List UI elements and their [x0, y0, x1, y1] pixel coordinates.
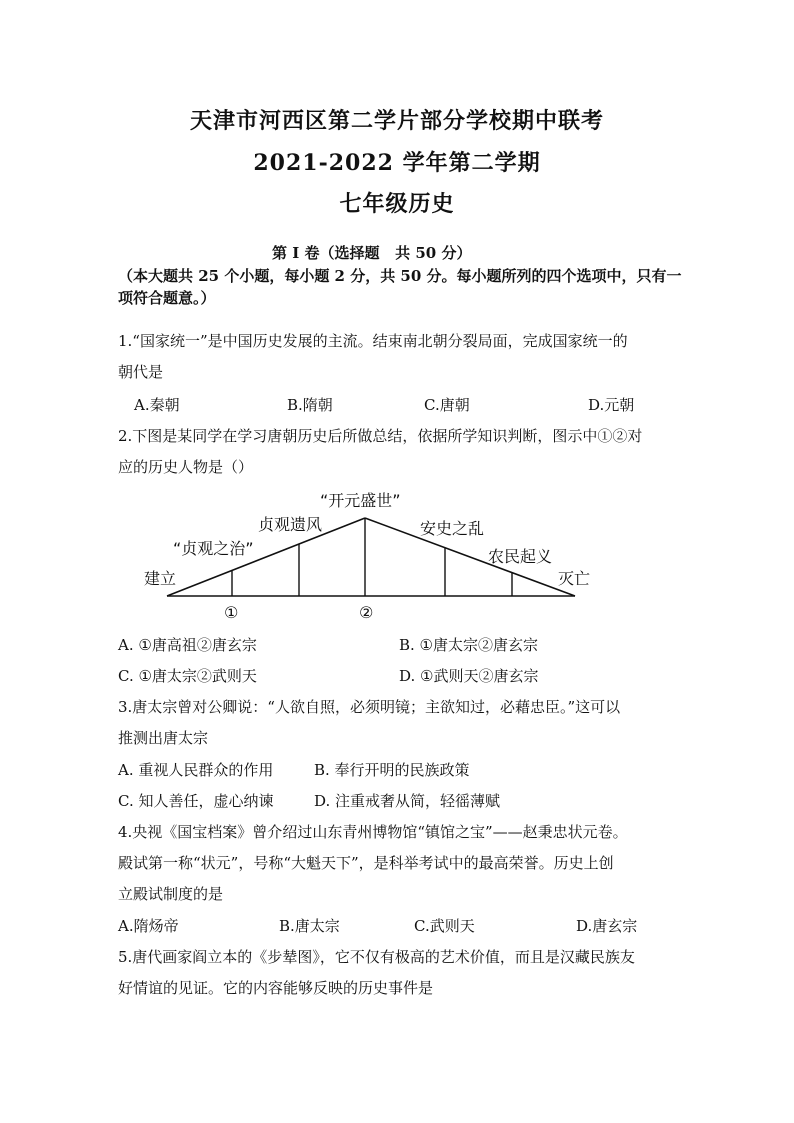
school-year: 2021-2022 学年第二学期	[253, 150, 541, 176]
question-4-option-c[interactable]: C.武则天	[414, 917, 475, 935]
question-3-text-line-1: 3.唐太宗曾对公卿说：“人欲自照，必须明镜；主欲知过，必藉忠臣。”这可以	[118, 698, 621, 716]
question-3-option-a[interactable]: A. 重视人民群众的作用	[118, 761, 274, 779]
marker-2: ②	[359, 603, 374, 622]
label-peasant: 农民起义	[488, 547, 553, 566]
question-2-text-line-2: 应的历史人物是（）	[118, 458, 254, 476]
label-founded: 建立	[144, 569, 177, 588]
question-1-option-c[interactable]: C.唐朝	[424, 396, 470, 414]
question-3-option-d[interactable]: D. 注重戒奢从简，轻徭薄赋	[314, 792, 501, 810]
label-zhenguan: “贞观之治”	[173, 539, 254, 558]
question-5-text-line-1: 5.唐代画家阎立本的《步辇图》，它不仅有极高的艺术价值，而且是汉藏民族友	[118, 948, 635, 966]
question-3-option-c[interactable]: C. 知人善任，虚心纳谏	[118, 792, 274, 810]
label-zhenguan-legacy: 贞观遗风	[258, 515, 323, 534]
question-2-option-a[interactable]: A. ①唐高祖②唐玄宗	[118, 636, 257, 654]
question-4-option-a[interactable]: A.隋炀帝	[118, 917, 179, 935]
question-2-text-line-1: 2.下图是某同学在学习唐朝历史后所做总结，依据所学知识判断，图示中①②对	[118, 427, 643, 445]
question-1-option-b[interactable]: B.隋朝	[287, 396, 333, 414]
exam-title: 天津市河西区第二学片部分学校期中联考	[189, 108, 604, 134]
question-1-text-line-1: 1.“国家统一”是中国历史发展的主流。结束南北朝分裂局面，完成国家统一的	[118, 332, 628, 350]
tang-dynasty-timeline-diagram	[140, 486, 600, 626]
question-4-text-line-3: 立殿试制度的是	[118, 885, 224, 903]
section-heading: 第 I 卷（选择题 共 50 分）	[272, 244, 472, 262]
question-1-text-line-2: 朝代是	[118, 363, 164, 381]
label-anshi: 安史之乱	[420, 519, 485, 538]
question-4-text-line-2: 殿试第一称“状元”，号称“大魁天下”，是科举考试中的最高荣誉。历史上创	[118, 854, 614, 872]
question-4-option-b[interactable]: B.唐太宗	[279, 917, 340, 935]
question-2-option-b[interactable]: B. ①唐太宗②唐玄宗	[399, 636, 539, 654]
question-1-option-d[interactable]: D.元朝	[588, 396, 635, 414]
label-kaiyuan: “开元盛世”	[320, 491, 401, 510]
question-2-option-d[interactable]: D. ①武则天②唐玄宗	[399, 667, 539, 685]
label-fall: 灭亡	[558, 569, 591, 588]
question-5-text-line-2: 好情谊的见证。它的内容能够反映的历史事件是	[118, 979, 434, 997]
section-instructions: （本大题共 25 个小题，每小题 2 分，共 50 分。每小题所列的四个选项中，只有一项符合题意。）	[118, 267, 682, 307]
question-1-option-a[interactable]: A.秦朝	[134, 396, 180, 414]
question-3-option-b[interactable]: B. 奉行开明的民族政策	[314, 761, 470, 779]
question-4-option-d[interactable]: D.唐玄宗	[576, 917, 638, 935]
question-4-text-line-1: 4.央视《国宝档案》曾介绍过山东青州博物馆“镇馆之宝”——赵秉忠状元卷。	[118, 823, 628, 841]
subject-title: 七年级历史	[339, 191, 455, 217]
marker-1: ①	[224, 603, 239, 622]
question-3-text-line-2: 推测出唐太宗	[118, 729, 209, 747]
question-2-option-c[interactable]: C. ①唐太宗②武则天	[118, 667, 257, 685]
